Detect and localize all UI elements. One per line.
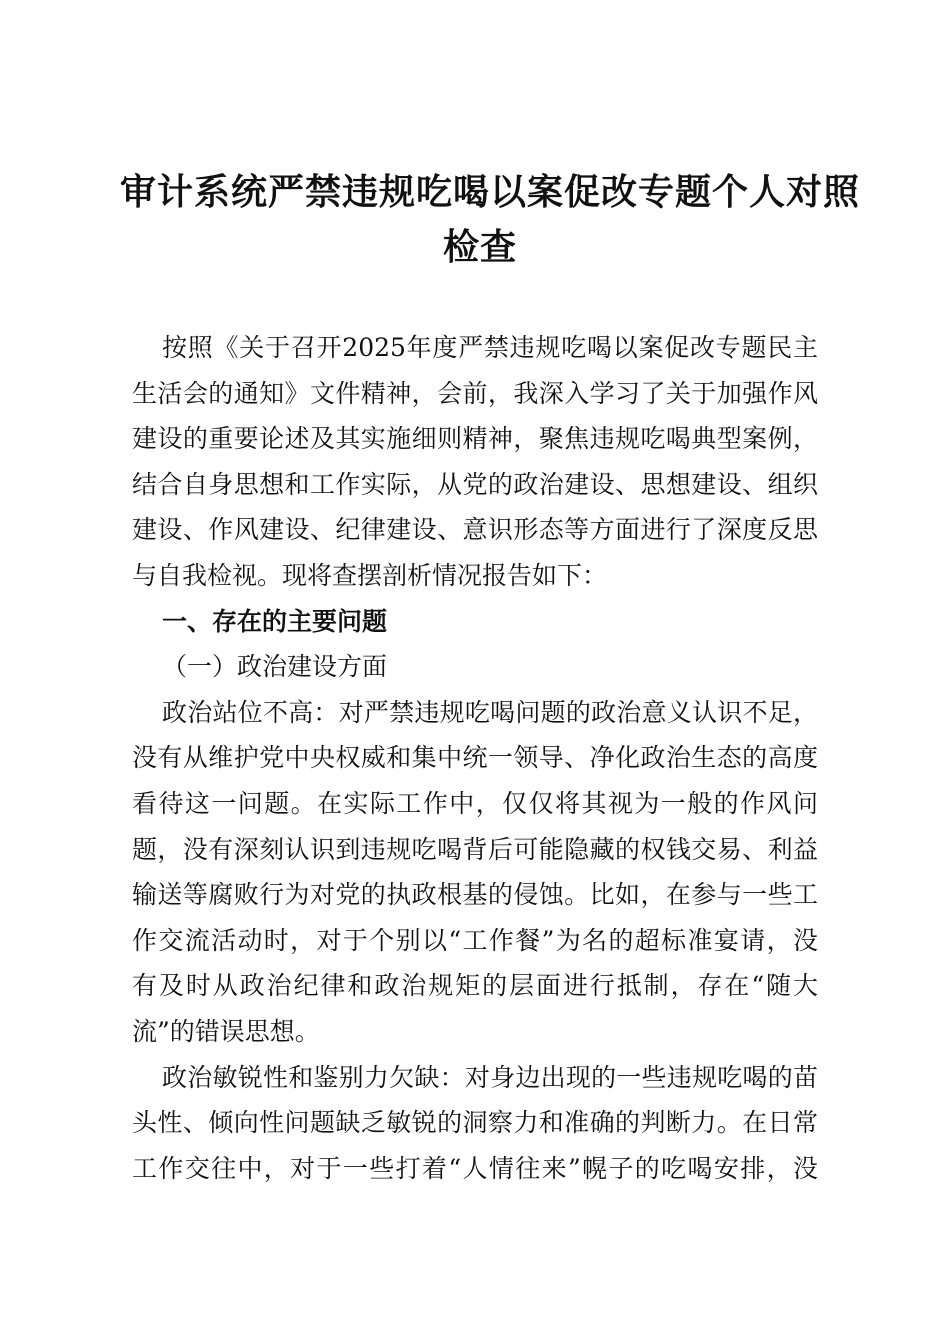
paragraph-line: 头性、倾向性问题缺乏敏锐的洞察力和准确的判断力。在日常 <box>132 1108 818 1138</box>
paragraph-line: 流”的错误思想。 <box>132 1016 320 1046</box>
intro-line: 与自我检视。现将查摆剖析情况报告如下： <box>132 560 608 590</box>
paragraph-line: 政治敏锐性和鉴别力欠缺：对身边出现的一些违规吃喝的苗 <box>162 1062 818 1092</box>
intro-line: 建设、作风建设、纪律建设、意识形态等方面进行了深度反思 <box>132 515 818 545</box>
paragraph-line: 看待这一问题。在实际工作中，仅仅将其视为一般的作风问 <box>132 788 818 818</box>
section-heading: 一、存在的主要问题 <box>162 606 388 636</box>
intro-line: 建设的重要论述及其实施细则精神，聚焦违规吃喝典型案例， <box>132 424 818 454</box>
document-title <box>120 165 861 275</box>
intro-line: 结合自身思想和工作实际，从党的政治建设、思想建设、组织 <box>132 469 818 499</box>
intro-line: 按照《关于召开2025年度严禁违规吃喝以案促改专题民主 <box>162 333 818 362</box>
paragraph-line: 题，没有深刻认识到违规吃喝背后可能隐藏的权钱交易、利益 <box>132 834 818 864</box>
paragraph-line: 有及时从政治纪律和政治规矩的层面进行抵制，存在“随大 <box>132 971 818 1001</box>
subsection-heading: （一）政治建设方面 <box>162 652 388 682</box>
title-line: 审计系统严禁违规吃喝以案促改专题个人对照 <box>120 171 861 213</box>
paragraph-line: 输送等腐败行为对党的执政根基的侵蚀。比如，在参与一些工 <box>132 880 818 910</box>
paragraph-line: 工作交往中，对于一些打着“人情往来”幌子的吃喝安排，没 <box>132 1153 818 1183</box>
paragraph-line: 作交流活动时，对于个别以“工作餐”为名的超标准宴请，没 <box>132 925 818 955</box>
title-line: 检查 <box>442 226 517 268</box>
intro-line: 生活会的通知》文件精神，会前，我深入学习了关于加强作风 <box>132 378 818 408</box>
paragraph-line: 政治站位不高：对严禁违规吃喝问题的政治意义认识不足， <box>162 697 818 727</box>
paragraph-line: 没有从维护党中央权威和集中统一领导、净化政治生态的高度 <box>132 743 818 773</box>
document-body <box>132 325 818 1191</box>
